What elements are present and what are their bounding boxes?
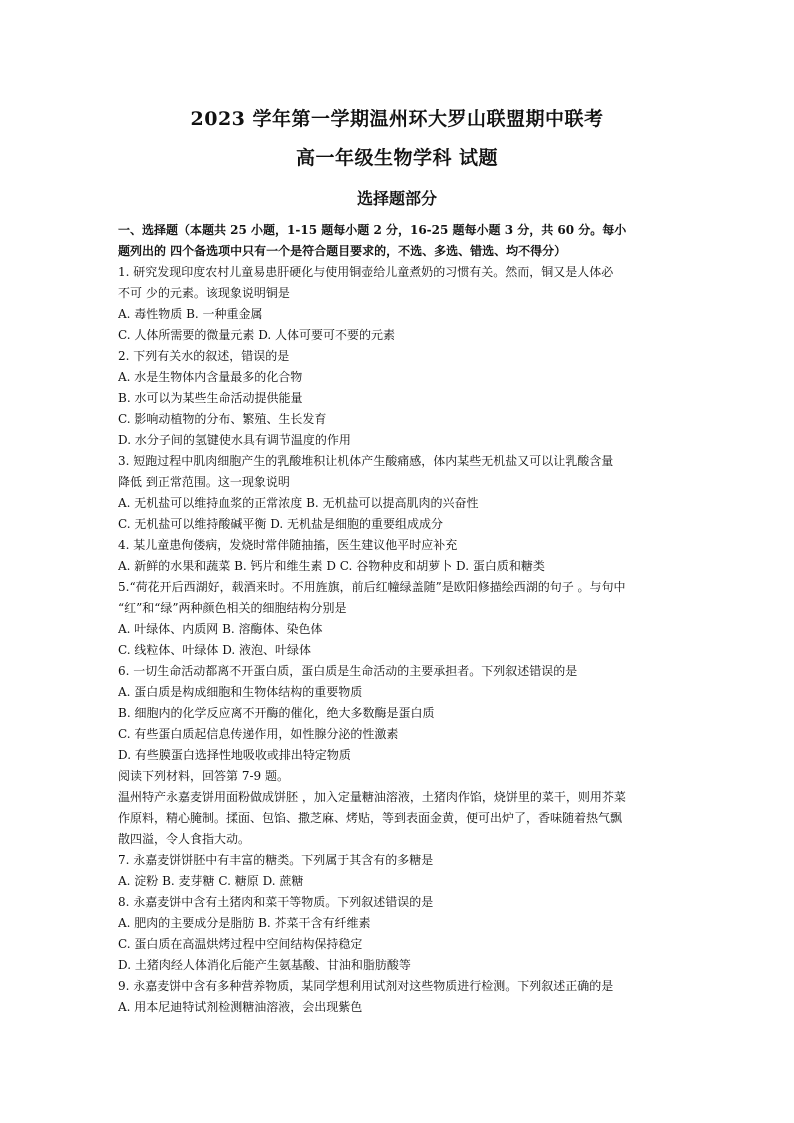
option-line: A. 用本尼迪特试剂检测糖油溶液，会出现紫色 (118, 1000, 363, 1014)
question-line: 1. 研究发现印度农村儿童易患肝硬化与使用铜壶给儿童煮奶的习惯有关。然而，铜又是人体必 (118, 265, 614, 279)
option-line: A. 叶绿体、内质网 B. 溶酶体、染色体 (118, 622, 323, 636)
option-line: D. 有些膜蛋白选择性地吸收或排出特定物质 (118, 748, 351, 762)
option-line: A. 肥肉的主要成分是脂肪 B. 芥菜干含有纤维素 (118, 916, 371, 930)
question-line: 9. 永嘉麦饼中含有多种营养物质，某同学想利用试剂对这些物质进行检测。下列叙述正确的是 (118, 979, 614, 993)
option-line: B. 细胞内的化学反应离不开酶的催化，绝大多数酶是蛋白质 (118, 706, 435, 720)
passage-line: 散四溢，令人食指大动。 (118, 832, 251, 846)
question-line: 7. 永嘉麦饼饼胚中有丰富的糖类。下列属于其含有的多糖是 (118, 853, 434, 867)
option-line: A. 毒性物质 B. 一种重金属 (118, 307, 263, 321)
option-line: C. 无机盐可以维持酸碱平衡 D. 无机盐是细胞的重要组成成分 (118, 517, 444, 531)
question-line: 6. 一切生命活动都离不开蛋白质，蛋白质是生命活动的主要承担者。下列叙述错误的是 (118, 664, 578, 678)
option-line: A. 无机盐可以维持血浆的正常浓度 B. 无机盐可以提高肌肉的兴奋性 (118, 496, 479, 510)
passage-line: 作原料，精心腌制。揉面、包馅、撒芝麻、烤贴，等到表面金黄，便可出炉了，香味随着热气飘 (118, 811, 623, 825)
option-line: C. 人体所需要的微量元素 D. 人体可要可不要的元素 (118, 328, 396, 342)
question-line: 2. 下列有关水的叙述，错误的是 (118, 349, 290, 363)
question-line: 降低 到正常范围。这一现象说明 (118, 475, 290, 489)
option-line: C. 线粒体、叶绿体 D. 液泡、叶绿体 (118, 643, 312, 657)
option-line: D. 土猪肉经人体消化后能产生氨基酸、甘油和脂肪酸等 (118, 958, 411, 972)
question-line: “红”和“绿”两种颜色相关的细胞结构分别是 (118, 601, 347, 615)
exam-subtitle: 高一年级生物学科 试题 (295, 147, 499, 169)
option-line: A. 蛋白质是构成细胞和生物体结构的重要物质 (118, 685, 363, 699)
question-line: 不可 少的元素。该现象说明铜是 (118, 286, 290, 300)
question-line: 5.“荷花开后西湖好，载酒来时。不用旌旗，前后红幢绿盖随”是欧阳修描绘西湖的句子 。与句中 (118, 580, 626, 594)
option-line: C. 有些蛋白质起信息传递作用，如性腺分泌的性激素 (118, 727, 399, 741)
option-line: A. 水是生物体内含量最多的化合物 (118, 370, 303, 384)
option-line: B. 水可以为某些生命活动提供能量 (118, 391, 303, 405)
option-line: A. 淀粉 B. 麦芽糖 C. 糖原 D. 蔗糖 (118, 874, 304, 888)
exam-title: 2023 学年第一学期温州环大罗山联盟期中联考 (190, 108, 604, 130)
instruction-line: 题列出的 四个备选项中只有一个是符合题目要求的，不选、多选、错选、均不得分） (118, 244, 567, 258)
option-line: D. 水分子间的氢键使水具有调节温度的作用 (118, 433, 351, 447)
section-heading: 选择题部分 (356, 189, 437, 208)
option-line: C. 影响动植物的分布、繁殖、生长发育 (118, 412, 327, 426)
question-body (118, 220, 678, 1018)
option-line: A. 新鲜的水果和蔬菜 B. 钙片和维生素 D C. 谷物种皮和胡萝卜 D. 蛋白质和糖类 (118, 559, 545, 573)
question-line: 3. 短跑过程中肌肉细胞产生的乳酸堆积让机体产生酸痛感，体内某些无机盐又可以让乳酸含量 (118, 454, 614, 468)
reading-prompt: 阅读下列材料，回答第 7-9 题。 (118, 769, 289, 783)
option-line: C. 蛋白质在高温烘烤过程中空间结构保持稳定 (118, 937, 363, 951)
passage-line: 温州特产永嘉麦饼用面粉做成饼胚 ，加入定量糖油溶液，土猪肉作馅，烧饼里的菜干，则用芥菜 (118, 790, 626, 804)
instruction-line: 一、选择题（本题共 25 小题，1-15 题每小题 2 分，16-25 题每小题 3 分，共 60 分。每小 (118, 223, 627, 237)
question-line: 8. 永嘉麦饼中含有土猪肉和菜干等物质。下列叙述错误的是 (118, 895, 434, 909)
question-line: 4. 某儿童患佝偻病，发烧时常伴随抽搐，医生建议他平时应补充 (118, 538, 458, 552)
